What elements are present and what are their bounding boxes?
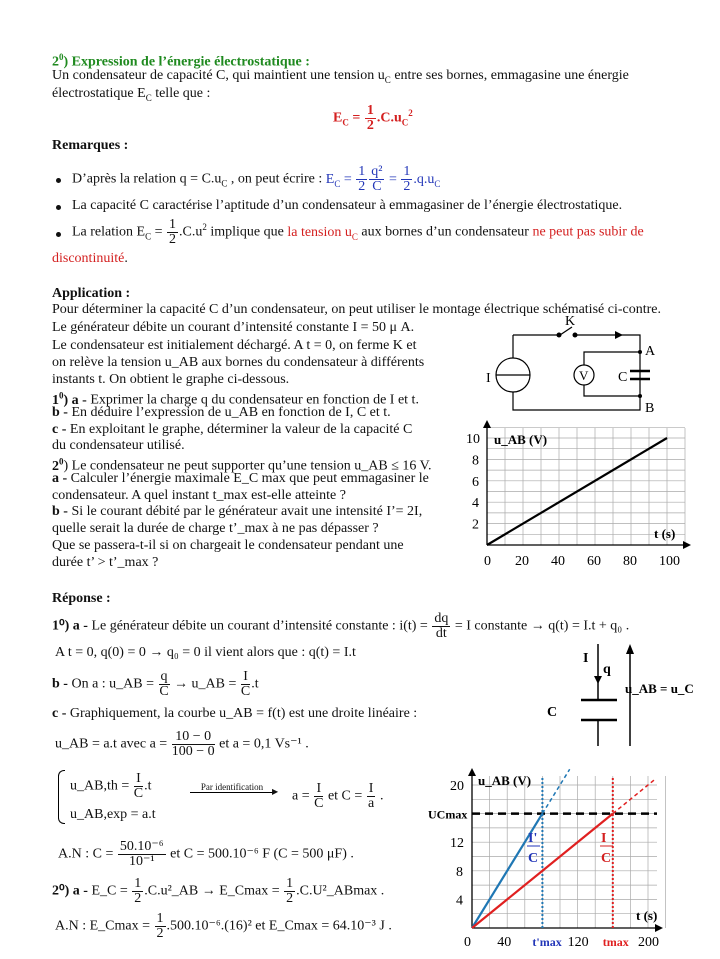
remark-2: La capacité C caractérise l’aptitude d’un condensateur à emmagasiner de l’énergie électrostatique.	[72, 198, 623, 213]
bullet	[56, 178, 61, 183]
chart-comparison	[420, 760, 710, 959]
current-label: I	[583, 651, 589, 666]
voltage-arrow-icon	[626, 644, 634, 654]
generator-label: I	[486, 371, 491, 386]
x-tick-label: 80	[623, 554, 637, 569]
answer-2a: 2⁰) a - E_C = $\frac{1}{2}$ .C.u²_AB → E_Cmax = $\frac{1}{2}$ .C.U²_ABmax .	[52, 876, 385, 906]
remark-3-cont: discontinuité.	[52, 251, 128, 266]
terminal-b-label: B	[645, 401, 655, 416]
question-1a: $1^0$) a - Exprimer la charge q du condensateur en fonction de I et t.	[52, 390, 419, 408]
capacitor-label: C	[547, 705, 558, 720]
current-arrow-icon	[594, 676, 602, 684]
y-axis-arrow-icon	[483, 420, 491, 428]
remark-3: La relation $E_C$ = $\frac{1}{2}$ $.C.u^2$ implique que la tension $u_C$ aux bornes d’un condensateur ne peut pas subir de	[72, 217, 644, 247]
y-tick-label: 8	[456, 864, 463, 880]
x-axis-arrow-icon	[655, 924, 663, 932]
x-tick-label: 100	[659, 554, 680, 569]
question-1b: b - En déduire l’expression de u_AB en fonction de I, C et t.	[52, 405, 391, 420]
x-tick-label: 60	[587, 554, 601, 569]
answer-1b: b - On a : u_AB = $\frac{q}{C}$ → u_AB = $\frac{I}{C}$ .t	[52, 669, 259, 699]
app-line: Le générateur débite un courant d’intensité constante I = 50 μ A.	[52, 320, 415, 335]
x-tick-label: t'max	[532, 935, 562, 949]
x-tick-label: 0	[464, 935, 471, 950]
y-axis-arrow-icon	[468, 768, 476, 776]
voltage-label: u_AB = u_C	[625, 681, 694, 696]
system-result: a = $\frac{I}{C}$ et C = $\frac{I}{a}$ .	[292, 781, 384, 811]
section-title: $2^0$) Expression de l’énergie électrostatique :	[52, 52, 310, 70]
x-tick-label: 40	[497, 935, 512, 950]
x-axis-arrow-icon	[683, 541, 691, 549]
switch-label: K	[565, 315, 576, 329]
capacitor-diagram	[535, 640, 695, 750]
x-tick-label: 120	[567, 935, 589, 950]
y-axis-label: u_AB (V)	[494, 432, 548, 447]
bullet	[56, 232, 61, 237]
app-line: on relève la tension u_AB aux bornes du condensateur à différents	[52, 355, 425, 370]
terminal-a-label: A	[645, 344, 656, 359]
y-tick-label: 10	[466, 432, 480, 447]
series-label: C	[528, 851, 539, 866]
question-2a-cont: condensateur. A quel instant t_max est-elle atteinte ?	[52, 488, 346, 503]
answer-title: Réponse :	[52, 591, 111, 606]
x-tick-label: 200	[638, 935, 659, 950]
series-extension	[613, 779, 655, 813]
intro-line-2: électrostatique $E_C$ telle que :	[52, 86, 211, 103]
question-2b-cont: Que se passera-t-il si on chargeait le condensateur pendant une	[52, 538, 404, 553]
remarks-title: Remarques :	[52, 138, 129, 153]
y-tick-label: 2	[472, 517, 479, 533]
answer-1a: 1⁰) a - Le générateur débite un courant d’intensité constante : i(t) = $\frac{dq}{dt}$ = I constante → q(t) = I.t + q₀ .	[52, 611, 630, 641]
question-2b: b - Si le courant débité par le générateur avait une intensité I’= 2I,	[52, 504, 423, 519]
bullet	[56, 205, 61, 210]
system-experiment: u_AB,exp = a.t	[70, 807, 156, 822]
application-title: Application :	[52, 286, 131, 301]
x-tick-label: 40	[551, 554, 565, 569]
y-tick-label: 12	[450, 836, 464, 852]
intro-line-1: Un condensateur de capacité C, qui maintient une tension $u_C$ entre ses bornes, emmagasine une énergie	[52, 68, 629, 85]
app-line: Pour déterminer la capacité C d’un condensateur, on peut utiliser le montage électrique schématisé ci-contre.	[52, 302, 661, 317]
question-1c-cont: du condensateur utilisé.	[52, 438, 185, 453]
app-line: instants t. On obtient le graphe ci-dessous.	[52, 372, 290, 387]
x-tick-label: 0	[484, 554, 491, 569]
system-brace	[58, 770, 65, 824]
circuit-diagram	[480, 315, 700, 420]
y-tick-label: 8	[472, 453, 479, 469]
y-tick-label: 20	[450, 779, 464, 794]
series-label: I	[601, 831, 607, 846]
answer-1a-2: A t = 0, q(0) = 0 → q₀ = 0 il vient alors que : q(t) = I.t	[55, 645, 356, 660]
identification-arrow: Par identification	[190, 782, 274, 793]
numeric-energy: A.N : E_Cmax = $\frac{1}{2}$ .500.10⁻⁶.(16)² et E_Cmax = 64.10⁻³ J .	[55, 911, 392, 941]
y-tick-label: 4	[472, 496, 479, 512]
question-2b-cont: quelle serait la durée de charge t’_max à ne pas dépasser ?	[52, 521, 379, 536]
y-tick-label: 4	[456, 893, 463, 909]
series-label: I'	[528, 831, 538, 846]
answer-1c: c - Graphiquement, la courbe u_AB = f(t) est une droite linéaire :	[52, 706, 418, 721]
x-axis-label: t (s)	[636, 908, 658, 923]
answer-1c-slope: u_AB = a.t avec a = $\frac{10 - 0}{100 - 0}$ et a = 0,1 Vs⁻¹ .	[55, 729, 309, 759]
x-tick-label: tmax	[602, 935, 629, 949]
remark-1: D’après la relation $q = C.u_C$ , on peut écrire : $E_C$ = $\frac{1}{2}$ $\frac{\text{q²}}{C}$ = $\frac{1}{2}$ $.q.u_C$	[72, 164, 441, 194]
series-label: C	[601, 851, 612, 866]
arrow-head-icon: ▶	[272, 787, 279, 796]
y-axis-label: u_AB (V)	[478, 773, 532, 788]
charge-label: q	[603, 662, 611, 677]
question-2b-cont: durée t’ > t’_max ?	[52, 555, 159, 570]
capacitor-label: C	[618, 370, 628, 385]
x-axis-label: t (s)	[654, 526, 676, 541]
x-tick-label: 20	[515, 554, 529, 569]
question-2: $2^0$) Le condensateur ne peut supporter qu’une tension u_AB ≤ 16 V.	[52, 456, 432, 474]
system-theory: u_AB,th = $\frac{I}{C}$ .t	[70, 771, 152, 801]
y-tick-label: UCmax	[428, 807, 468, 822]
series-extension	[542, 769, 569, 813]
app-line: Le condensateur est initialement déchargé. A t = 0, on ferme K et	[52, 338, 417, 353]
question-1c: c - En exploitant le graphe, déterminer la valeur de la capacité C	[52, 422, 413, 437]
y-tick-label: 6	[472, 474, 479, 490]
numeric-capacity: A.N : C = $\frac{\text{50.10⁻⁶}}{\text{10⁻¹}}$ et C = 500.10⁻⁶ F (C = 500 μF) .	[58, 839, 354, 869]
energy-formula: $E_C$ = $\frac{1}{2}$ $.C.u_C^2$	[333, 103, 413, 133]
question-2a: a - Calculer l’énergie maximale E_C max que peut emmagasiner le	[52, 471, 429, 486]
voltmeter-label: V	[579, 368, 589, 383]
current-arrow-icon	[615, 331, 623, 339]
chart-uab-vs-t	[450, 420, 700, 575]
